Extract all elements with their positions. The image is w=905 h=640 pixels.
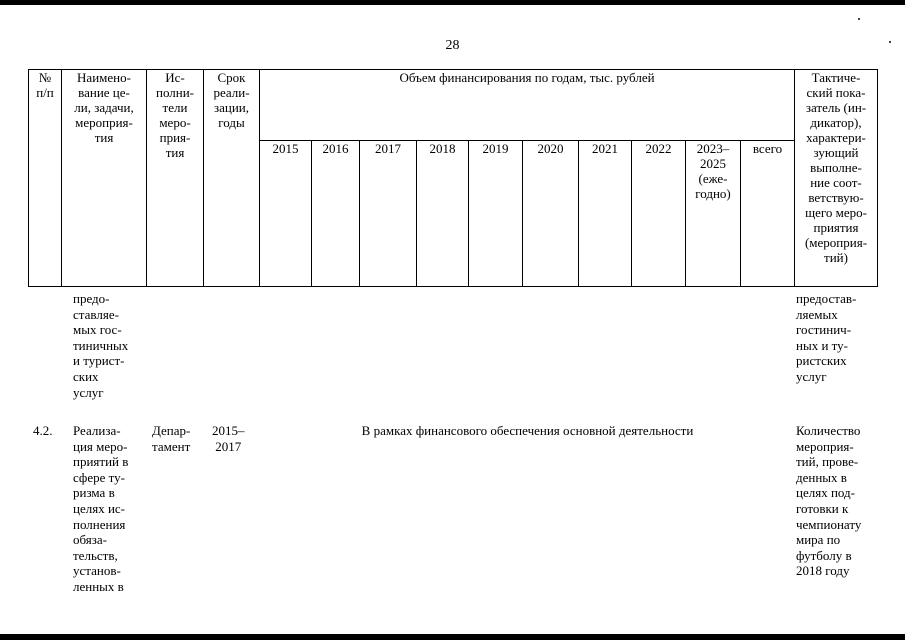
year-total: всего	[741, 141, 795, 287]
year-2016: 2016	[312, 141, 360, 287]
row-4-2-executor: Депар- тамент	[152, 423, 191, 454]
year-2020: 2020	[523, 141, 579, 287]
row-4-2-funding: В рамках финансового обеспечения основной деятельности	[361, 423, 694, 438]
bottom-border-rule	[0, 634, 905, 640]
year-2023-2025: 2023– 2025 (еже- годно)	[686, 141, 741, 287]
header-funding: Объем финансирования по годам, тыс. рублей	[260, 70, 795, 141]
continuation-indicator: предостав- ляемых гостинич- ных и ту- ристских услуг	[796, 291, 857, 384]
continuation-name: предо- ставляе- мых гос- тиничных и турист- ских услуг	[73, 291, 129, 400]
header-period: Срок реали- зации, годы	[204, 70, 260, 287]
row-4-2-indicator: Количество мероприя- тий, прове- денных в целях под- готовки к чемпионату мира по футболу в 2018 году	[796, 423, 862, 579]
row-4-2-period: 2015– 2017	[212, 423, 245, 454]
page-number: 28	[445, 38, 460, 53]
top-border-rule	[0, 0, 905, 5]
scan-speck	[858, 18, 860, 20]
row-4-2-name: Реализа- ция меро- приятий в сфере ту- ризма в целях ис- полнения обяза- тельств, установ- ленных в	[73, 423, 129, 594]
header-executors: Ис- полни- тели меро- прия- тия	[147, 70, 204, 287]
header-indicator: Тактиче- ский пока- затель (ин- дикатор), характери- зующий выполне- ние соот- ветствую- щего меро- приятия (мероприя- тий)	[795, 70, 878, 287]
year-2015: 2015	[260, 141, 312, 287]
year-2021: 2021	[579, 141, 632, 287]
funding-table-header	[28, 69, 878, 287]
row-4-2-num: 4.2.	[33, 423, 53, 438]
year-2022: 2022	[632, 141, 686, 287]
header-num: № п/п	[29, 70, 62, 287]
year-2019: 2019	[469, 141, 523, 287]
header-name: Наимено- вание це- ли, задачи, мероприя- тия	[62, 70, 147, 287]
year-2017: 2017	[360, 141, 417, 287]
year-2018: 2018	[417, 141, 469, 287]
